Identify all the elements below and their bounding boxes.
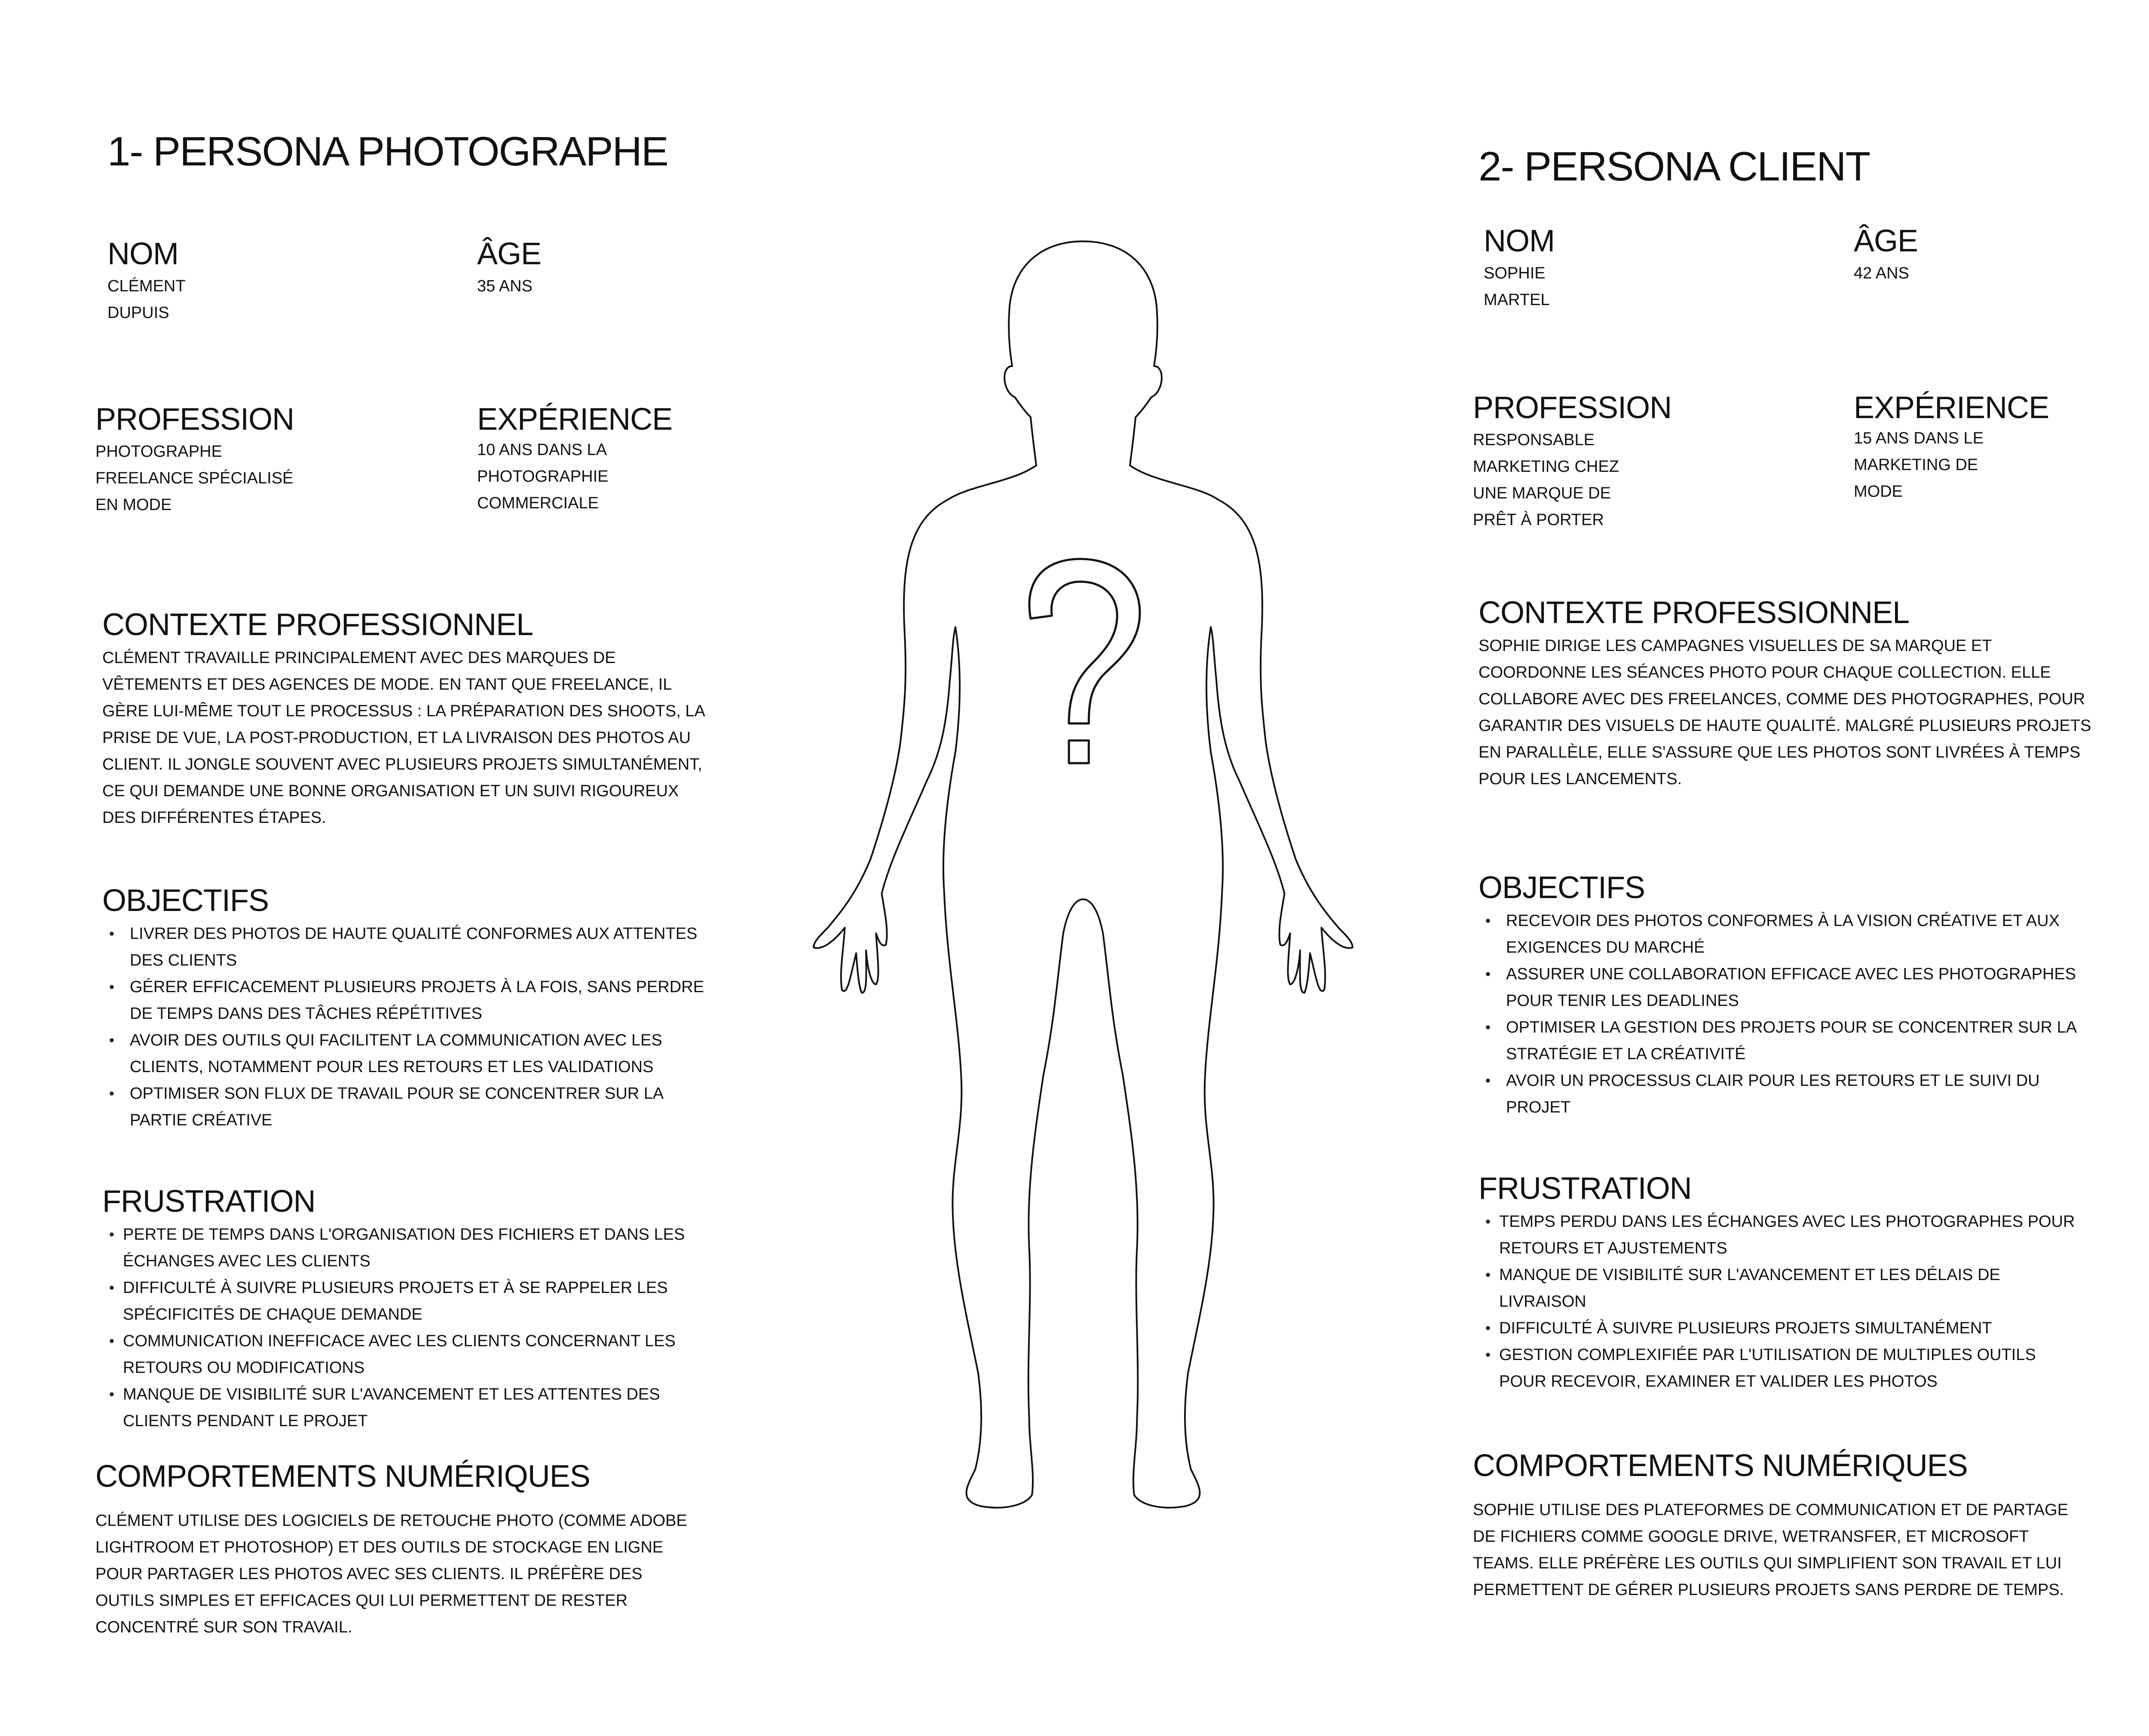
persona1-comportements (95, 1461, 706, 1641)
nom-first: CLÉMENT (107, 277, 186, 295)
contexte-text: SOPHIE DIRIGE LES CAMPAGNES VISUELLES DE SA MARQUE ET COORDONNE LES SÉANCES PHOTO POUR CHAQUE COLLECTION. ELLE COLLABORE AVEC DES FREELANCES, COMME DES PHOTOGRAPHES, POUR GARANTIR DES VISUELS DE HAUTE QUALITÉ. MALGRÉ PLUSIEURS PROJETS EN PARALLÈLE, ELLE S'ASSURE QUE LES PHOTOS SONT LIVRÉES À TEMPS POUR LES LANCEMENTS. (1479, 637, 2091, 788)
frustration-label: FRUSTRATION (102, 1184, 315, 1219)
frustration-item: • MANQUE DE VISIBILITÉ SUR L'AVANCEMENT ET LES ATTENTES DES CLIENTS PENDANT LE PROJET (102, 1381, 721, 1434)
profession-line: PHOTOGRAPHE (95, 443, 222, 461)
age-label: ÂGE (477, 237, 542, 271)
contexte-label: CONTEXTE PROFESSIONNEL (102, 608, 533, 642)
persona1-age (477, 238, 541, 300)
nom-label: NOM (1484, 224, 1555, 258)
experience-label: EXPÉRIENCE (1854, 391, 2049, 425)
experience-label: EXPÉRIENCE (477, 402, 673, 437)
comportements-label: COMPORTEMENTS NUMÉRIQUES (1473, 1449, 1968, 1483)
comportements-text: CLÉMENT UTILISE DES LOGICIELS DE RETOUCHE PHOTO (COMME ADOBE LIGHTROOM ET PHOTOSHOP) ET DES OUTILS DE STOCKAGE EN LIGNE POUR PARTAGER LES PHOTOS AVEC SES CLIENTS. IL PRÉFÈRE DES OUTILS SIMPLES ET EFFICACES QUI LUI PERMETTENT DE RESTER CONCENTRÉ SUR SON TRAVAIL. (95, 1512, 687, 1636)
persona1-contexte (102, 609, 713, 831)
objectif-item: • OPTIMISER LA GESTION DES PROJETS POUR SE CONCENTRER SUR LA STRATÉGIE ET LA CRÉATIVITÉ (1479, 1014, 2089, 1067)
objectif-item: • GÉRER EFFICACEMENT PLUSIEURS PROJETS À LA FOIS, SANS PERDRE DE TEMPS DANS DES TÂCHES RÉPÉTITIVES (102, 974, 713, 1027)
comportements-label: COMPORTEMENTS NUMÉRIQUES (95, 1459, 590, 1494)
experience-line: PHOTOGRAPHIE (477, 468, 609, 486)
profession-line: FREELANCE SPÉCIALISÉ (95, 469, 294, 487)
persona2-profession (1473, 392, 1671, 533)
contexte-label: CONTEXTE PROFESSIONNEL (1479, 596, 1910, 630)
objectif-item: • LIVRER DES PHOTOS DE HAUTE QUALITÉ CONFORMES AUX ATTENTES DES CLIENTS (102, 920, 713, 974)
profession-label: PROFESSION (95, 402, 294, 437)
objectif-item: • ASSURER UNE COLLABORATION EFFICACE AVEC LES PHOTOGRAPHES POUR TENIR LES DEADLINES (1479, 961, 2089, 1014)
body-silhouette-icon (799, 223, 1367, 1530)
experience-line: MARKETING DE (1854, 456, 1978, 474)
profession-line: MARKETING CHEZ (1473, 458, 1619, 476)
age-value: 42 ANS (1854, 264, 1909, 282)
frustration-item: • PERTE DE TEMPS DANS L'ORGANISATION DES FICHIERS ET DANS LES ÉCHANGES AVEC LES CLIENTS (102, 1221, 721, 1274)
persona2-objectifs (1479, 872, 2089, 1121)
objectif-item: • RECEVOIR DES PHOTOS CONFORMES À LA VISION CRÉATIVE ET AUX EXIGENCES DU MARCHÉ (1479, 908, 2089, 961)
persona2-nom (1484, 226, 1555, 313)
frustration-item: • MANQUE DE VISIBILITÉ SUR L'AVANCEMENT ET LES DÉLAIS DE LIVRAISON (1479, 1262, 2080, 1315)
objectif-item: • AVOIR UN PROCESSUS CLAIR POUR LES RETOURS ET LE SUIVI DU PROJET (1479, 1067, 2089, 1121)
persona1-title: 1- PERSONA PHOTOGRAPHE (107, 128, 668, 174)
profession-line: UNE MARQUE DE (1473, 484, 1611, 502)
frustration-item: • GESTION COMPLEXIFIÉE PAR L'UTILISATION DE MULTIPLES OUTILS POUR RECEVOIR, EXAMINER ET VALIDER LES PHOTOS (1479, 1342, 2080, 1395)
experience-line: 10 ANS DANS LA (477, 441, 607, 459)
persona1-nom (107, 238, 186, 326)
objectif-item: • AVOIR DES OUTILS QUI FACILITENT LA COMMUNICATION AVEC LES CLIENTS, NOTAMMENT POUR LES RETOURS ET LES VALIDATIONS (102, 1027, 713, 1080)
persona2-title: 2- PERSONA CLIENT (1479, 144, 1870, 189)
nom-label: NOM (107, 237, 178, 271)
objectif-item: • OPTIMISER SON FLUX DE TRAVAIL POUR SE CONCENTRER SUR LA PARTIE CRÉATIVE (102, 1080, 713, 1134)
persona1-profession (95, 404, 294, 518)
persona2-contexte (1479, 597, 2102, 792)
nom-first: SOPHIE (1484, 264, 1546, 282)
nom-last: DUPUIS (107, 304, 169, 322)
profession-line: EN MODE (95, 496, 172, 514)
profession-line: PRÊT À PORTER (1473, 511, 1604, 529)
profession-line: RESPONSABLE (1473, 431, 1595, 449)
persona1-experience (477, 404, 672, 517)
comportements-text: SOPHIE UTILISE DES PLATEFORMES DE COMMUNICATION ET DE PARTAGE DE FICHIERS COMME GOOGLE DRIVE, WETRANSFER, ET MICROSOFT TEAMS. ELLE PRÉFÈRE LES OUTILS QUI SIMPLIFIENT SON TRAVAIL ET LUI PERMETTENT DE GÉRER PLUSIEURS PROJETS SANS PERDRE DE TEMPS. (1473, 1501, 2069, 1599)
frustration-item: • DIFFICULTÉ À SUIVRE PLUSIEURS PROJETS SIMULTANÉMENT (1479, 1315, 2080, 1342)
body-outline (814, 241, 1353, 1508)
contexte-text: CLÉMENT TRAVAILLE PRINCIPALEMENT AVEC DES MARQUES DE VÊTEMENTS ET DES AGENCES DE MODE. EN TANT QUE FREELANCE, IL GÈRE LUI-MÊME TOUT LE PROCESSUS : LA PRÉPARATION DES SHOOTS, LA PRISE DE VUE, LA POST-PRODUCTION, ET LA LIVRAISON DES PHOTOS AU CLIENT. IL JONGLE SOUVENT AVEC PLUSIEURS PROJETS SIMULTANÉMENT, CE QUI DEMANDE UNE BONNE ORGANISATION ET UN SUIVI RIGOUREUX DES DIFFÉRENTES ÉTAPES. (102, 649, 704, 827)
frustration-item: • TEMPS PERDU DANS LES ÉCHANGES AVEC LES PHOTOGRAPHES POUR RETOURS ET AJUSTEMENTS (1479, 1208, 2080, 1262)
objectifs-label: OBJECTIFS (1479, 871, 1645, 905)
frustration-item: • DIFFICULTÉ À SUIVRE PLUSIEURS PROJETS ET À SE RAPPELER LES SPÉCIFICITÉS DE CHAQUE DEMANDE (102, 1274, 721, 1328)
age-value: 35 ANS (477, 277, 533, 295)
persona1-objectifs (102, 885, 713, 1134)
frustration-item: • COMMUNICATION INEFFICACE AVEC LES CLIENTS CONCERNANT LES RETOURS OU MODIFICATIONS (102, 1328, 721, 1381)
profession-label: PROFESSION (1473, 391, 1672, 425)
experience-line: MODE (1854, 483, 1903, 501)
persona2-frustration (1479, 1173, 2080, 1395)
frustration-label: FRUSTRATION (1479, 1171, 1692, 1206)
persona2-comportements (1473, 1450, 2083, 1603)
persona2-age (1854, 226, 1918, 287)
experience-line: COMMERCIALE (477, 494, 599, 512)
experience-line: 15 ANS DANS LE (1854, 429, 1984, 447)
nom-last: MARTEL (1484, 291, 1550, 309)
persona2-experience (1854, 392, 2049, 505)
objectifs-label: OBJECTIFS (102, 883, 269, 918)
question-mark-icon (1029, 559, 1140, 763)
persona1-frustration (102, 1186, 721, 1434)
age-label: ÂGE (1854, 224, 1918, 258)
